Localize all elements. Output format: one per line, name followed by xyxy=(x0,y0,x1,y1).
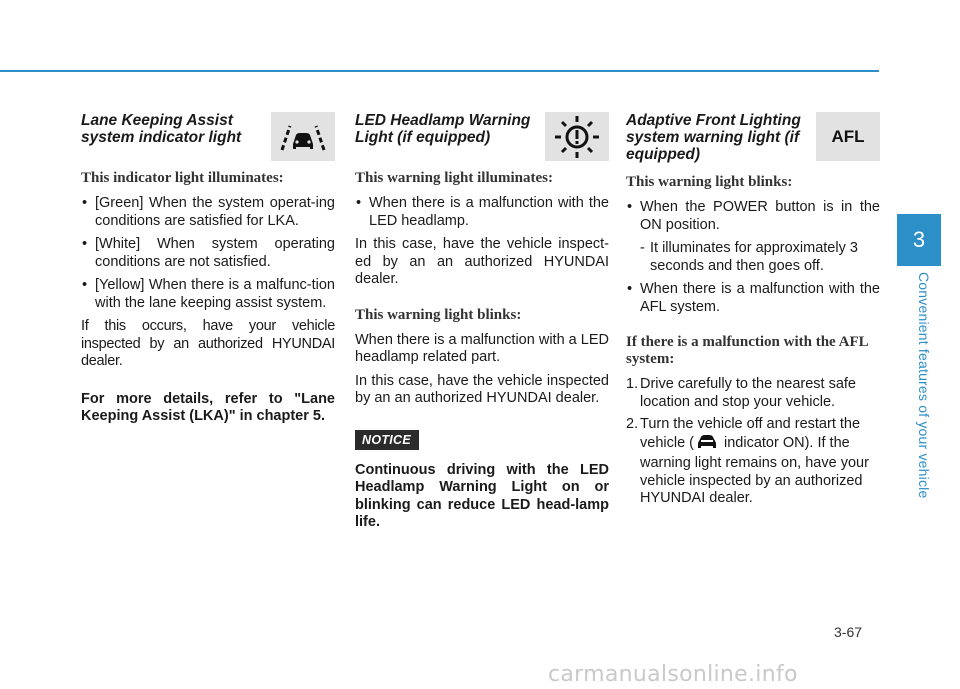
numbered-step xyxy=(626,376,880,411)
subheading: If there is a malfunction with the AFL system: xyxy=(626,334,868,367)
section-title: Adaptive Front Lighting system warning light (if equipped) xyxy=(626,112,801,163)
section-title: Lane Keeping Assist system indicator light xyxy=(81,112,242,146)
column-afl xyxy=(626,112,880,513)
led-headlamp-warning-icon xyxy=(545,112,609,161)
paragraph: In this case, have the vehicle inspect-ed by an an authorized HYUNDAI dealer. xyxy=(355,236,609,287)
chapter-label: Convenient features of your vehicle xyxy=(916,272,932,499)
top-rule xyxy=(0,70,879,72)
sub-item-dash: - xyxy=(640,240,645,256)
afl-icon xyxy=(816,112,880,161)
chapter-tab: 3 xyxy=(897,214,941,266)
sub-item-text: It illuminates for approximately 3 seconds and then goes off. xyxy=(650,240,858,274)
sub-item xyxy=(626,240,880,275)
paragraph: In this case, have the vehicle inspected by an an authorized HYUNDAI dealer. xyxy=(355,372,609,406)
lane-keeping-icon xyxy=(271,112,335,161)
step-text-cont: indicator ON). If the warning light remains on, have your vehicle inspected by an authorized HYUNDAI dealer. xyxy=(640,434,869,506)
bullet-item: • [Green] When the system operat-ing conditions are satisfied for LKA. xyxy=(81,195,335,230)
bullet-item: • When the POWER button is in the ON position. xyxy=(626,199,880,234)
notice-text: Continuous driving with the LED Headlamp Warning Light on or blinking can reduce LED head-lamp life. xyxy=(355,461,609,530)
afl-icon-label: AFL xyxy=(831,126,865,146)
numbered-step xyxy=(626,416,880,508)
watermark: carmanualsonline.info xyxy=(548,662,798,687)
bullet-item: • [Yellow] When there is a malfunc-tion with the lane keeping assist system. xyxy=(81,277,335,312)
step-number: 2. xyxy=(626,416,639,432)
bold-note: For more details, refer to "Lane Keeping Assist (LKA)" in chapter 5. xyxy=(81,390,335,424)
paragraph: If this occurs, have your vehicle inspected by an authorized HYUNDAI dealer. xyxy=(81,318,335,369)
section-header xyxy=(626,112,880,168)
notice-badge: NOTICE xyxy=(355,430,419,450)
subheading: This warning light illuminates: xyxy=(355,170,553,186)
paragraph: When there is a malfunction with a LED headlamp related part. xyxy=(355,331,609,365)
subheading: This warning light blinks: xyxy=(355,306,522,323)
step-text: Turn the vehicle off and restart the vehicle ( xyxy=(640,416,861,451)
page-number: 3-67 xyxy=(834,624,863,640)
column-lane-keeping xyxy=(81,112,335,426)
step-text: Drive carefully to the nearest safe location and stop your vehicle. xyxy=(640,376,856,410)
section-title: LED Headlamp Warning Light (if equipped) xyxy=(355,112,531,146)
column-led-headlamp xyxy=(355,112,609,532)
section-header xyxy=(355,112,609,164)
headlamp-indicator-icon xyxy=(696,434,718,456)
bullet-item: • When there is a malfunction with the AFL system. xyxy=(626,281,880,316)
section-header xyxy=(81,112,335,164)
subheading: This indicator light illuminates: xyxy=(81,170,284,186)
bullet-item: • [White] When system operating conditions are not satisfied. xyxy=(81,236,335,271)
subheading: This warning light blinks: xyxy=(626,174,793,190)
bullet-item: • When there is a malfunction with the LED headlamp. xyxy=(355,195,609,230)
step-number: 1. xyxy=(626,376,639,392)
